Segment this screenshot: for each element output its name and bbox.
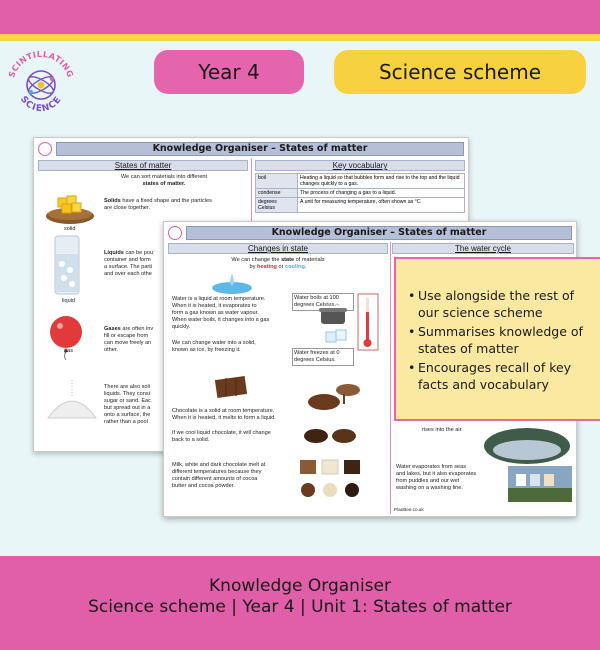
logo-text-top: SCINTILLATING [6, 48, 76, 79]
milk-line4: butter and cocoa powder. [172, 483, 235, 489]
gases-term: Gases [104, 326, 121, 332]
summary-bullet: • Encourages recall of key facts and vocabulary [410, 359, 590, 393]
ice-line1: We can change water into a solid, [172, 340, 256, 346]
intro-or: or [276, 264, 285, 270]
boil-note: Water boils at 100 degrees Celsius. [292, 293, 354, 311]
choc-line1: Chocolate is a solid at room temperature. [172, 408, 275, 414]
solid-cubes-image [44, 190, 96, 226]
page2-intro-line1 [168, 257, 388, 264]
gases-line3: can move freely an [104, 340, 152, 346]
milk-line3: contain different amounts of cocoa [172, 476, 258, 482]
evap-line1: Water evaporates from seas [396, 464, 467, 470]
choc-line4: back to a solid. [172, 437, 210, 443]
page2-title: Knowledge Organiser – States of matter [186, 226, 572, 240]
boiling-pot-image [317, 302, 349, 326]
intro-state: state [281, 257, 295, 263]
also-b: liquids. They consi [104, 391, 150, 397]
water-splash-image [208, 272, 256, 296]
page2-intro-line2 [168, 264, 388, 271]
vocab-row [256, 174, 465, 189]
milk-line2: different temperatures because they [172, 469, 262, 475]
footer-subtitle: Science scheme | Year 4 | Unit 1: States of matter [88, 597, 512, 617]
also-f: rather than a pool [104, 419, 148, 425]
page1-intro-b: states of matter. [142, 181, 186, 187]
freeze-note: Water freezes at 0 degrees Celsius. [292, 348, 354, 366]
page1-right-heading: Key vocabulary [255, 160, 465, 171]
milk-line1: Milk, white and dark chocolate melt at [172, 462, 266, 468]
vocab-definition: A unit for measuring temperature, often shown as °C [298, 198, 465, 213]
chocolate-bar-image [214, 374, 250, 400]
page1-intro-a: We can sort materials into different [120, 174, 208, 180]
vocab-definition: The process of changing a gas to a liquid. [298, 189, 465, 198]
water-line2: When it is heated, it evaporates to [172, 303, 257, 309]
mini-logo-icon [38, 142, 52, 156]
intro-end: . [304, 264, 307, 270]
also-c: sugar or sand. Eac [104, 398, 151, 404]
melting-chocolate-image [304, 372, 364, 412]
logo-text-bottom: SCIENCE [17, 94, 65, 115]
summary-callout [394, 257, 600, 421]
top-bar [0, 0, 600, 34]
liquids-line4: and over each othe [104, 271, 152, 277]
intro-a: We can change the [231, 257, 280, 263]
also-a: There are also soli [104, 384, 151, 390]
thermometer-image [356, 292, 380, 352]
solids-line2: are close together. [104, 205, 151, 211]
label-solid: solid [64, 226, 76, 232]
solids-text [104, 198, 249, 205]
gases-line4: other. [104, 347, 118, 353]
evap-line3: from puddles and our wet [396, 478, 460, 484]
summary-bullet: • Use alongside the rest of our science scheme [410, 287, 590, 321]
liquids-line2: container and form [104, 257, 151, 263]
water-line5: quickly. [172, 324, 191, 330]
vocab-term: boil [256, 174, 298, 189]
page2-right-heading: The water cycle [392, 243, 574, 254]
page1-left-heading: States of matter [38, 160, 248, 171]
water-line3: form a gas known as water vapour. [172, 310, 259, 316]
liquids-rest: can be pou [123, 250, 154, 256]
page2-left-heading: Changes in state [168, 243, 388, 254]
washing-line-photo [508, 466, 572, 502]
year-badge: Year 4 [154, 50, 304, 94]
intro-b: of materials [294, 257, 325, 263]
sugar-pile-image [44, 378, 100, 422]
gases-rest: are often inv [120, 326, 154, 332]
scheme-badge: Science scheme [334, 50, 586, 94]
vocab-row [256, 189, 465, 198]
intro-c: by [249, 264, 258, 270]
vocab-definition: Heating a liquid so that bubbles form and rise to the top and the liquid changes quickly to a gas. [298, 174, 465, 189]
chocolate-types-image [298, 458, 384, 502]
scintillating-science-logo [4, 48, 78, 122]
solids-rest: have a fixed shape and the particles [120, 198, 212, 204]
svg-text:SCIENCE [18, 95, 64, 115]
page1-title: Knowledge Organiser – States of matter [56, 142, 464, 156]
also-e: onto a surface, the [104, 412, 151, 418]
evap-line2: and lakes, but it also evaporates [396, 471, 477, 477]
intro-cooling: cooling [285, 264, 305, 270]
liquids-term: Liquids [104, 250, 124, 256]
credit-text: PlanBee.co.uk [394, 507, 424, 512]
footer [0, 556, 600, 650]
chocolate-bowls-image [300, 420, 360, 446]
also-d: but spread out in a [104, 405, 151, 411]
summary-bullets [396, 259, 600, 393]
choc-line3: If we cool liquid chocolate, it will change [172, 430, 271, 436]
vocab-term: condense [256, 189, 298, 198]
solids-term: Solids [104, 198, 121, 204]
mini-logo-icon [168, 226, 182, 240]
liquids-line3: a surface. The parti [104, 264, 153, 270]
label-liquid: liquid [62, 298, 76, 304]
evap-line4: washing on a washing line. [396, 485, 463, 491]
page2-divider [390, 242, 391, 514]
vocabulary-table [255, 173, 465, 213]
label-gas: gas [64, 348, 74, 354]
liquid-vase-image [52, 234, 82, 296]
intro-heating: heating [257, 264, 277, 270]
rises-text: rises into the air. [422, 427, 463, 433]
water-line1: Water is a liquid at room temperature. [172, 296, 266, 302]
vocab-row [256, 198, 465, 213]
ice-cubes-image [324, 328, 352, 346]
summary-bullet: • Summarises knowledge of states of matter [410, 323, 590, 357]
svg-text:SCINTILLATING [6, 49, 76, 79]
ice-line2: known as ice, by freezing it. [172, 347, 241, 353]
footer-title: Knowledge Organiser [209, 576, 391, 596]
water-line4: When water boils, it changes into a gas [172, 317, 270, 323]
top-strip [0, 34, 600, 41]
gases-line2: fill or escape from [104, 333, 149, 339]
lake-photo [482, 426, 572, 466]
vocab-term: degrees Celsius [256, 198, 298, 213]
choc-line2: When it is heated, it melts to form a liquid. [172, 415, 276, 421]
